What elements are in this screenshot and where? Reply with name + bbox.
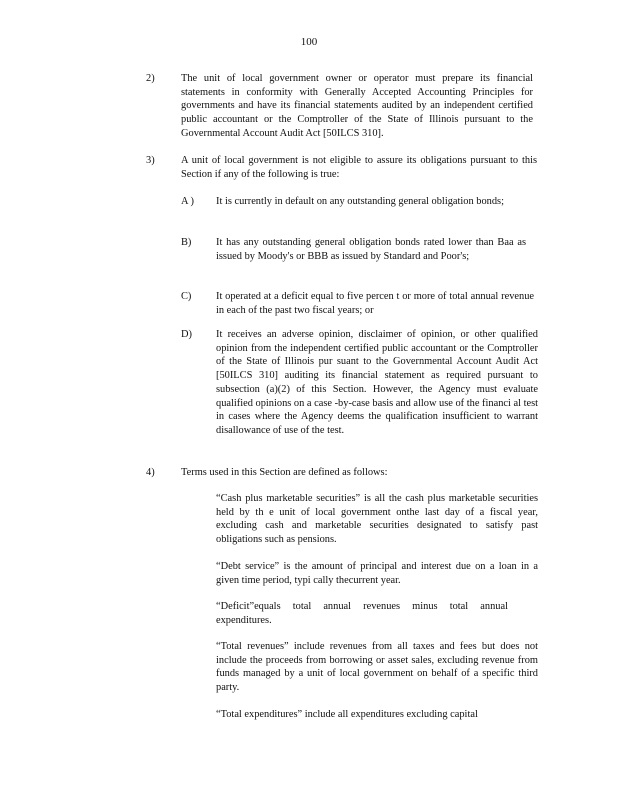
subitem-d <box>181 328 541 454</box>
item-text: A unit of local government is not eligible to assure its obligations pursuant to this Section if any of the following is true: <box>181 155 537 180</box>
subitem-label: B) <box>181 237 192 248</box>
item-number: 4) <box>146 467 155 478</box>
subitem-label: C) <box>181 291 192 302</box>
page-number: 100 <box>300 36 318 48</box>
definition-deficit: “Deficit”equals total annual revenues minus total annual expenditures. <box>216 601 508 626</box>
subitem-label: D) <box>181 329 192 340</box>
subitem-text: It is currently in default on any outstanding general obligation bonds; <box>216 196 504 207</box>
subitem-text: It has any outstanding general obligation bonds rated lower than Baa as issued by Moody's or BBB as issued by Standard and Poor's; <box>216 237 526 262</box>
definition-debt-service: “Debt service” is the amount of principal and interest due on a loan in a given time period, typi cally thecurrent year. <box>216 561 538 586</box>
subitem-b <box>181 236 541 280</box>
item-text: Terms used in this Section are defined as follows: <box>181 467 388 478</box>
definition-cash-plus-marketable-securities: “Cash plus marketable securities” is all the cash plus marketable securities held by th e unit of local government onthe last day of a fiscal year, excluding cash and marketable securities designated to satisfy past obligations such as pensions. <box>216 493 538 546</box>
item-number: 3) <box>146 155 155 166</box>
subitem-text: It receives an adverse opinion, disclaimer of opinion, or other qualified opinion from the independent certified public accountant or the Comptroller of the State of Illinois pur suant to the Governmental Account Audit Act [50ILCS 310] auditing its financial statement as required pursuant to subsection (a)(2) of this Section. However, the Agency must evaluate qualified opinions on a case -by-case basis and allow use of the financi al test in cases where the Agency deems the qualification insufficient to warrant disallowance of use of the test. <box>216 329 539 436</box>
item-number: 2) <box>146 73 155 84</box>
section-item-4 <box>146 466 536 486</box>
subitem-a <box>181 195 541 225</box>
subitem-label: A ) <box>181 196 194 207</box>
section-item-2 <box>146 72 536 142</box>
definition-total-expenditures: “Total expenditures” include all expenditures excluding capital <box>216 709 478 720</box>
item-text: The unit of local government owner or operator must prepare its financial statements in conformity with Generally Accepted Accounting Principles for governments and have its financial statements audited by an independent certified public accountant or the Comptroller of the State of Illinois pursuant to the Governmental Account Audit Act [50ILCS 310]. <box>181 73 533 139</box>
definition-total-revenues: “Total revenues” include revenues from all taxes and fees but does not include the proceeds from borrowing or asset sales, excluding revenue from funds managed by a unit of local government on behalf of a specific third party. <box>216 641 538 694</box>
subitem-c <box>181 290 541 320</box>
subitem-text: It operated at a deficit equal to five percen t or more of total annual revenue in each of the past two fiscal years; or <box>216 291 534 316</box>
